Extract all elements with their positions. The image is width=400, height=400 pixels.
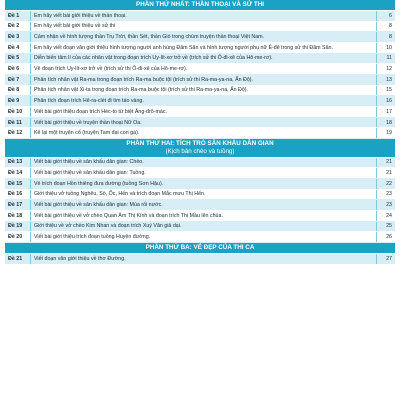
- topic-number: Đề 6: [5, 64, 31, 74]
- section-header: [5, 0, 395, 11]
- page-number: 24: [386, 212, 392, 219]
- page-number: 10: [386, 44, 392, 51]
- toc-row[interactable]: [5, 96, 395, 107]
- page-number: 22: [386, 180, 392, 187]
- page-number: 16: [386, 98, 392, 105]
- topic-title: Viết bài giới thiệu về sân khấu dân gian: Chèo.: [31, 158, 377, 168]
- page-number: 23: [386, 202, 392, 209]
- topic-title: Viết bài giới thiệu về sân khấu dân gian: Múa rối nước.: [31, 200, 377, 210]
- page-number: 26: [386, 234, 392, 241]
- topic-title: Viết bài giới thiệu về vở chèo Quan Âm Thị Kính và đoạn trích Thị Mầu lên chùa.: [31, 211, 377, 221]
- topic-number: Đề 14: [5, 168, 31, 178]
- topic-title: Viết đoạn văn giới thiệu về thơ Đường.: [31, 254, 377, 264]
- topic-number: Đề 12: [5, 128, 31, 138]
- topic-number: Đề 18: [5, 211, 31, 221]
- topic-title: Viết bài giới thiệu về sân khấu dân gian: Tuồng.: [31, 168, 377, 178]
- topic-title: Vẻ trích đoạn Hồn thiêng đưa đường (tuồng Sơn Hậu).: [31, 179, 377, 189]
- topic-number: Đề 8: [5, 86, 31, 96]
- topic-number: Đề 15: [5, 179, 31, 189]
- toc-row[interactable]: [5, 107, 395, 118]
- toc-row[interactable]: [5, 86, 395, 97]
- page-number: 18: [386, 119, 392, 126]
- toc-row[interactable]: [5, 64, 395, 75]
- page-number: 8: [389, 23, 392, 30]
- toc-row[interactable]: [5, 232, 395, 243]
- topic-title: Cảm nhận về hình tượng thần Trụ Trời, thần Sét, thần Gió trong chùm truyện thần thoại Việt Nam.: [31, 32, 377, 42]
- topic-title: Giới thiệu về vở chèo Kim Nhan và đoạn trích Xuý Vân giả dại.: [31, 222, 377, 232]
- toc-row[interactable]: [5, 200, 395, 211]
- page-number: 13: [386, 76, 392, 83]
- toc-row[interactable]: [5, 158, 395, 169]
- toc-row[interactable]: [5, 32, 395, 43]
- page-number: 27: [386, 255, 392, 262]
- topic-number: Đề 17: [5, 200, 31, 210]
- page-number: 17: [386, 108, 392, 115]
- topic-number: Đề 11: [5, 118, 31, 128]
- section-subtitle: (Kịch bản chèo và tuồng): [165, 148, 235, 156]
- topic-title: Viết bài giới thiệu trích đoạn tuồng Huyện đường.: [31, 232, 377, 242]
- topic-number: Đề 7: [5, 75, 31, 85]
- page-number: 6: [389, 12, 392, 19]
- topic-number: Đề 10: [5, 107, 31, 117]
- toc-row[interactable]: [5, 168, 395, 179]
- topic-title: Viết bài giới thiệu về truyện thần thoại Nữ Oa.: [31, 118, 377, 128]
- page-number: 11: [386, 55, 392, 62]
- topic-title: Giới thiệu vở tuồng Nghêu, Sò, Ốc, Hến và trích đoạn Mắc mưu Thị Hến.: [31, 190, 377, 200]
- section-title: PHẦN THỨ NHẤT: THẦN THOẠI VÀ SỬ THI: [136, 0, 264, 8]
- toc-row[interactable]: [5, 254, 395, 265]
- section-title: PHẦN THỨ BA: VẺ ĐẸP CỦA THI CA: [145, 243, 255, 251]
- page-number: 8: [389, 34, 392, 41]
- toc-row[interactable]: [5, 54, 395, 65]
- toc-row[interactable]: [5, 11, 395, 22]
- page-number: 15: [386, 87, 392, 94]
- topic-title: Phân tích nhân vật Xi-ta trong đoạn trích Ra-ma buộc tội (trích sử thi Ra-ma-ya-na, Ấn Độ).: [31, 86, 377, 96]
- topic-number: Đề 13: [5, 158, 31, 168]
- topic-number: Đề 1: [5, 11, 31, 21]
- toc-row[interactable]: [5, 75, 395, 86]
- page-number: 21: [386, 170, 392, 177]
- topic-title: Phân tích nhân vật Ra-ma trong đoạn trích Ra-ma buộc tội (trích sử thi Ra-ma-ya-na, Ấn Độ).: [31, 75, 377, 85]
- topic-number: Đề 9: [5, 96, 31, 106]
- section-header: [5, 139, 395, 158]
- topic-number: Đề 3: [5, 32, 31, 42]
- topic-title: Em hãy viết bài giới thiệu về sử thi: [31, 22, 377, 32]
- toc-row[interactable]: [5, 43, 395, 54]
- topic-title: Em hãy viết đoạn văn giới thiệu hình tượng người anh hùng Đăm Săn và hình tượng người phụ nữ Ê-đê trong sử thi Đăm Săn.: [31, 43, 377, 53]
- topic-number: Đề 16: [5, 190, 31, 200]
- toc-row[interactable]: [5, 211, 395, 222]
- page-number: 23: [386, 191, 392, 198]
- topic-number: Đề 21: [5, 254, 31, 264]
- section-title: PHẦN THỨ HAI: TÍCH TRÒ SÂN KHẤU DÂN GIAN: [126, 139, 274, 147]
- toc-row[interactable]: [5, 222, 395, 233]
- topic-number: Đề 19: [5, 222, 31, 232]
- topic-number: Đề 5: [5, 54, 31, 64]
- topic-title: Em hãy viết bài giới thiệu về thần thoại.: [31, 11, 377, 21]
- page-number: 25: [386, 223, 392, 230]
- page-number: 12: [386, 66, 392, 73]
- section-header: [5, 243, 395, 254]
- topic-title: Diễn biến tâm lí của các nhân vật trong đoạn trích Uy-lít-xơ trở về (trích sử thi Ô-đi-xê của Hô-me-rơ).: [31, 54, 377, 64]
- topic-number: Đề 20: [5, 232, 31, 242]
- toc-row[interactable]: [5, 118, 395, 129]
- toc-row[interactable]: [5, 179, 395, 190]
- toc-row[interactable]: [5, 128, 395, 139]
- topic-number: Đề 2: [5, 22, 31, 32]
- toc-row[interactable]: [5, 22, 395, 33]
- topic-title: Viết bài giới thiệu đoạn trích Héc-to từ biệt Ăng-đrô-mác.: [31, 107, 377, 117]
- topic-title: Phân tích đoạn trích Hê-ra-clét đi tìm táo vàng.: [31, 96, 377, 106]
- topic-title: Kể lại một truyện cổ (truyện Tam đại con gà).: [31, 128, 377, 138]
- toc-row[interactable]: [5, 190, 395, 201]
- page-number: 21: [386, 159, 392, 166]
- page-number: 19: [386, 130, 392, 137]
- topic-title: Vẻ đoạn trích Uy-lít-xơ trở về (trích sử thi Ô-đi-xê của Hô-me-rơ).: [31, 64, 377, 74]
- toc-table: [5, 0, 395, 265]
- topic-number: Đề 4: [5, 43, 31, 53]
